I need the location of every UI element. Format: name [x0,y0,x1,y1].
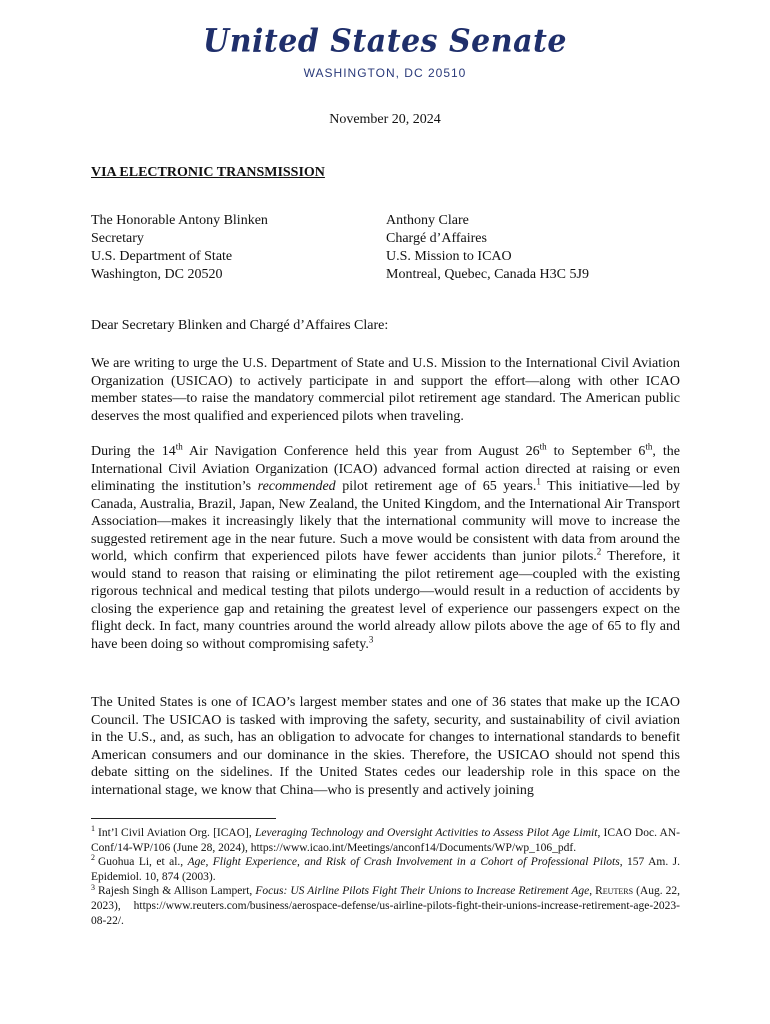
footnote-ref-3: 3 [368,633,374,644]
recipient-org: U.S. Mission to ICAO [386,249,512,264]
senate-address: WASHINGTON, DC 20510 [303,66,467,80]
footnotes [91,826,680,928]
footnote-1: $^1$ Int’l Civil Aviation Org. [ICAO], Leveraging Technology and Oversight Activities to Assess Pilot Age Limit, ICAO Doc. AN-Conf/14-WP/106 (June 28, 2024), https://www.icao.int/Meetings/anconf14/Documents/WP/wp_106_pdf. [91,824,680,854]
transmission-line: VIA ELECTRONIC TRANSMISSION [91,165,325,180]
recipient-name: Anthony Clare [386,213,469,228]
senate-title: United States Senate [203,23,567,60]
footnote-divider [91,818,276,819]
recipient-address: Montreal, Quebec, Canada H3C 5J9 [386,267,589,282]
recipient-title: Chargé d’Affaires [386,231,487,246]
recipient-left [91,212,268,284]
recipient-name: The Honorable Antony Blinken [91,213,268,228]
recipient-org: U.S. Department of State [91,249,233,264]
recipient-address: Washington, DC 20520 [91,267,223,282]
body-paragraph-2: During the 14th Air Navigation Conference held this year from August 26th to September 6th, the International Civil Aviation Organization (ICAO) advanced formal action directed at raising or even eliminating the institution’s recommended pilot retirement age of 65 years.$^1$ This initiative—led by Canada, Australia, Brazil, Japan, New Zealand, the United Kingdom, and the International Air Transport Association—makes it increasingly likely that the international community will move to increase the suggested retirement age in the near future. Such a move would be consistent with data from around the world, which confirm that experienced pilots have fewer accidents than junior pilots.$^2$ Therefore, it would stand to reason that raising or eliminating the pilot retirement age—coupled with the existing rigorous technical and medical testing that pilots undergo—would result in a reduction of accidents by closing the experience gap and retaining the greatest level of experience our passengers expect on the flight deck. In fact, many countries around the world already allow pilots above the age of 65 to fly and have been doing so without compromising safety.$^3$ [91,441,680,652]
footnote-3: $^3$ Rajesh Singh & Allison Lampert, Focus: US Airline Pilots Fight Their Unions to Increase Retirement Age, Reuters (Aug. 22, 2023), https://www.reuters.com/business/aerospace-defense/us-airline-pilots-fight-their-unions-increase-retirement-age-2023-08-22/. [91,882,680,927]
salutation: Dear Secretary Blinken and Chargé d’Affaires Clare: [91,318,389,333]
body-paragraph-3: The United States is one of ICAO’s largest member states and one of 36 states that make up the ICAO Council. The USICAO is tasked with improving the safety, security, and sustainability of civil aviation in the U.S., and, as such, has an obligation to advocate for changes to international standards to benefit American consumers and our dominance in the skies. Therefore, the USICAO should not spend this debate sitting on the sidelines. If the United States cedes our leadership role in this space on the international stage, we know that China—who is presently and actively joining [91,695,680,798]
letterhead [0,24,770,80]
letter-date: November 20, 2024 [329,112,441,127]
emphasis: recommended [257,479,336,494]
footnote-2: $^2$ Guohua Li, et al., Age, Flight Experience, and Risk of Crash Involvement in a Cohort of Professional Pilots, 157 Am. J. Epidemiol. 10, 874 (2003). [91,853,680,883]
recipient-right [386,212,589,284]
footnote-ref-1: 1 [536,476,541,487]
footnote-ref-2: 2 [596,546,602,557]
body-paragraph-1: We are writing to urge the U.S. Department of State and U.S. Mission to the International Civil Aviation Organization (USICAO) to actively participate in and support the effort—along with other ICAO member states—to raise the mandatory commercial pilot retirement age standard. The American public deserves the most qualified and experienced pilots when traveling. [91,356,680,424]
recipient-title: Secretary [91,231,144,246]
